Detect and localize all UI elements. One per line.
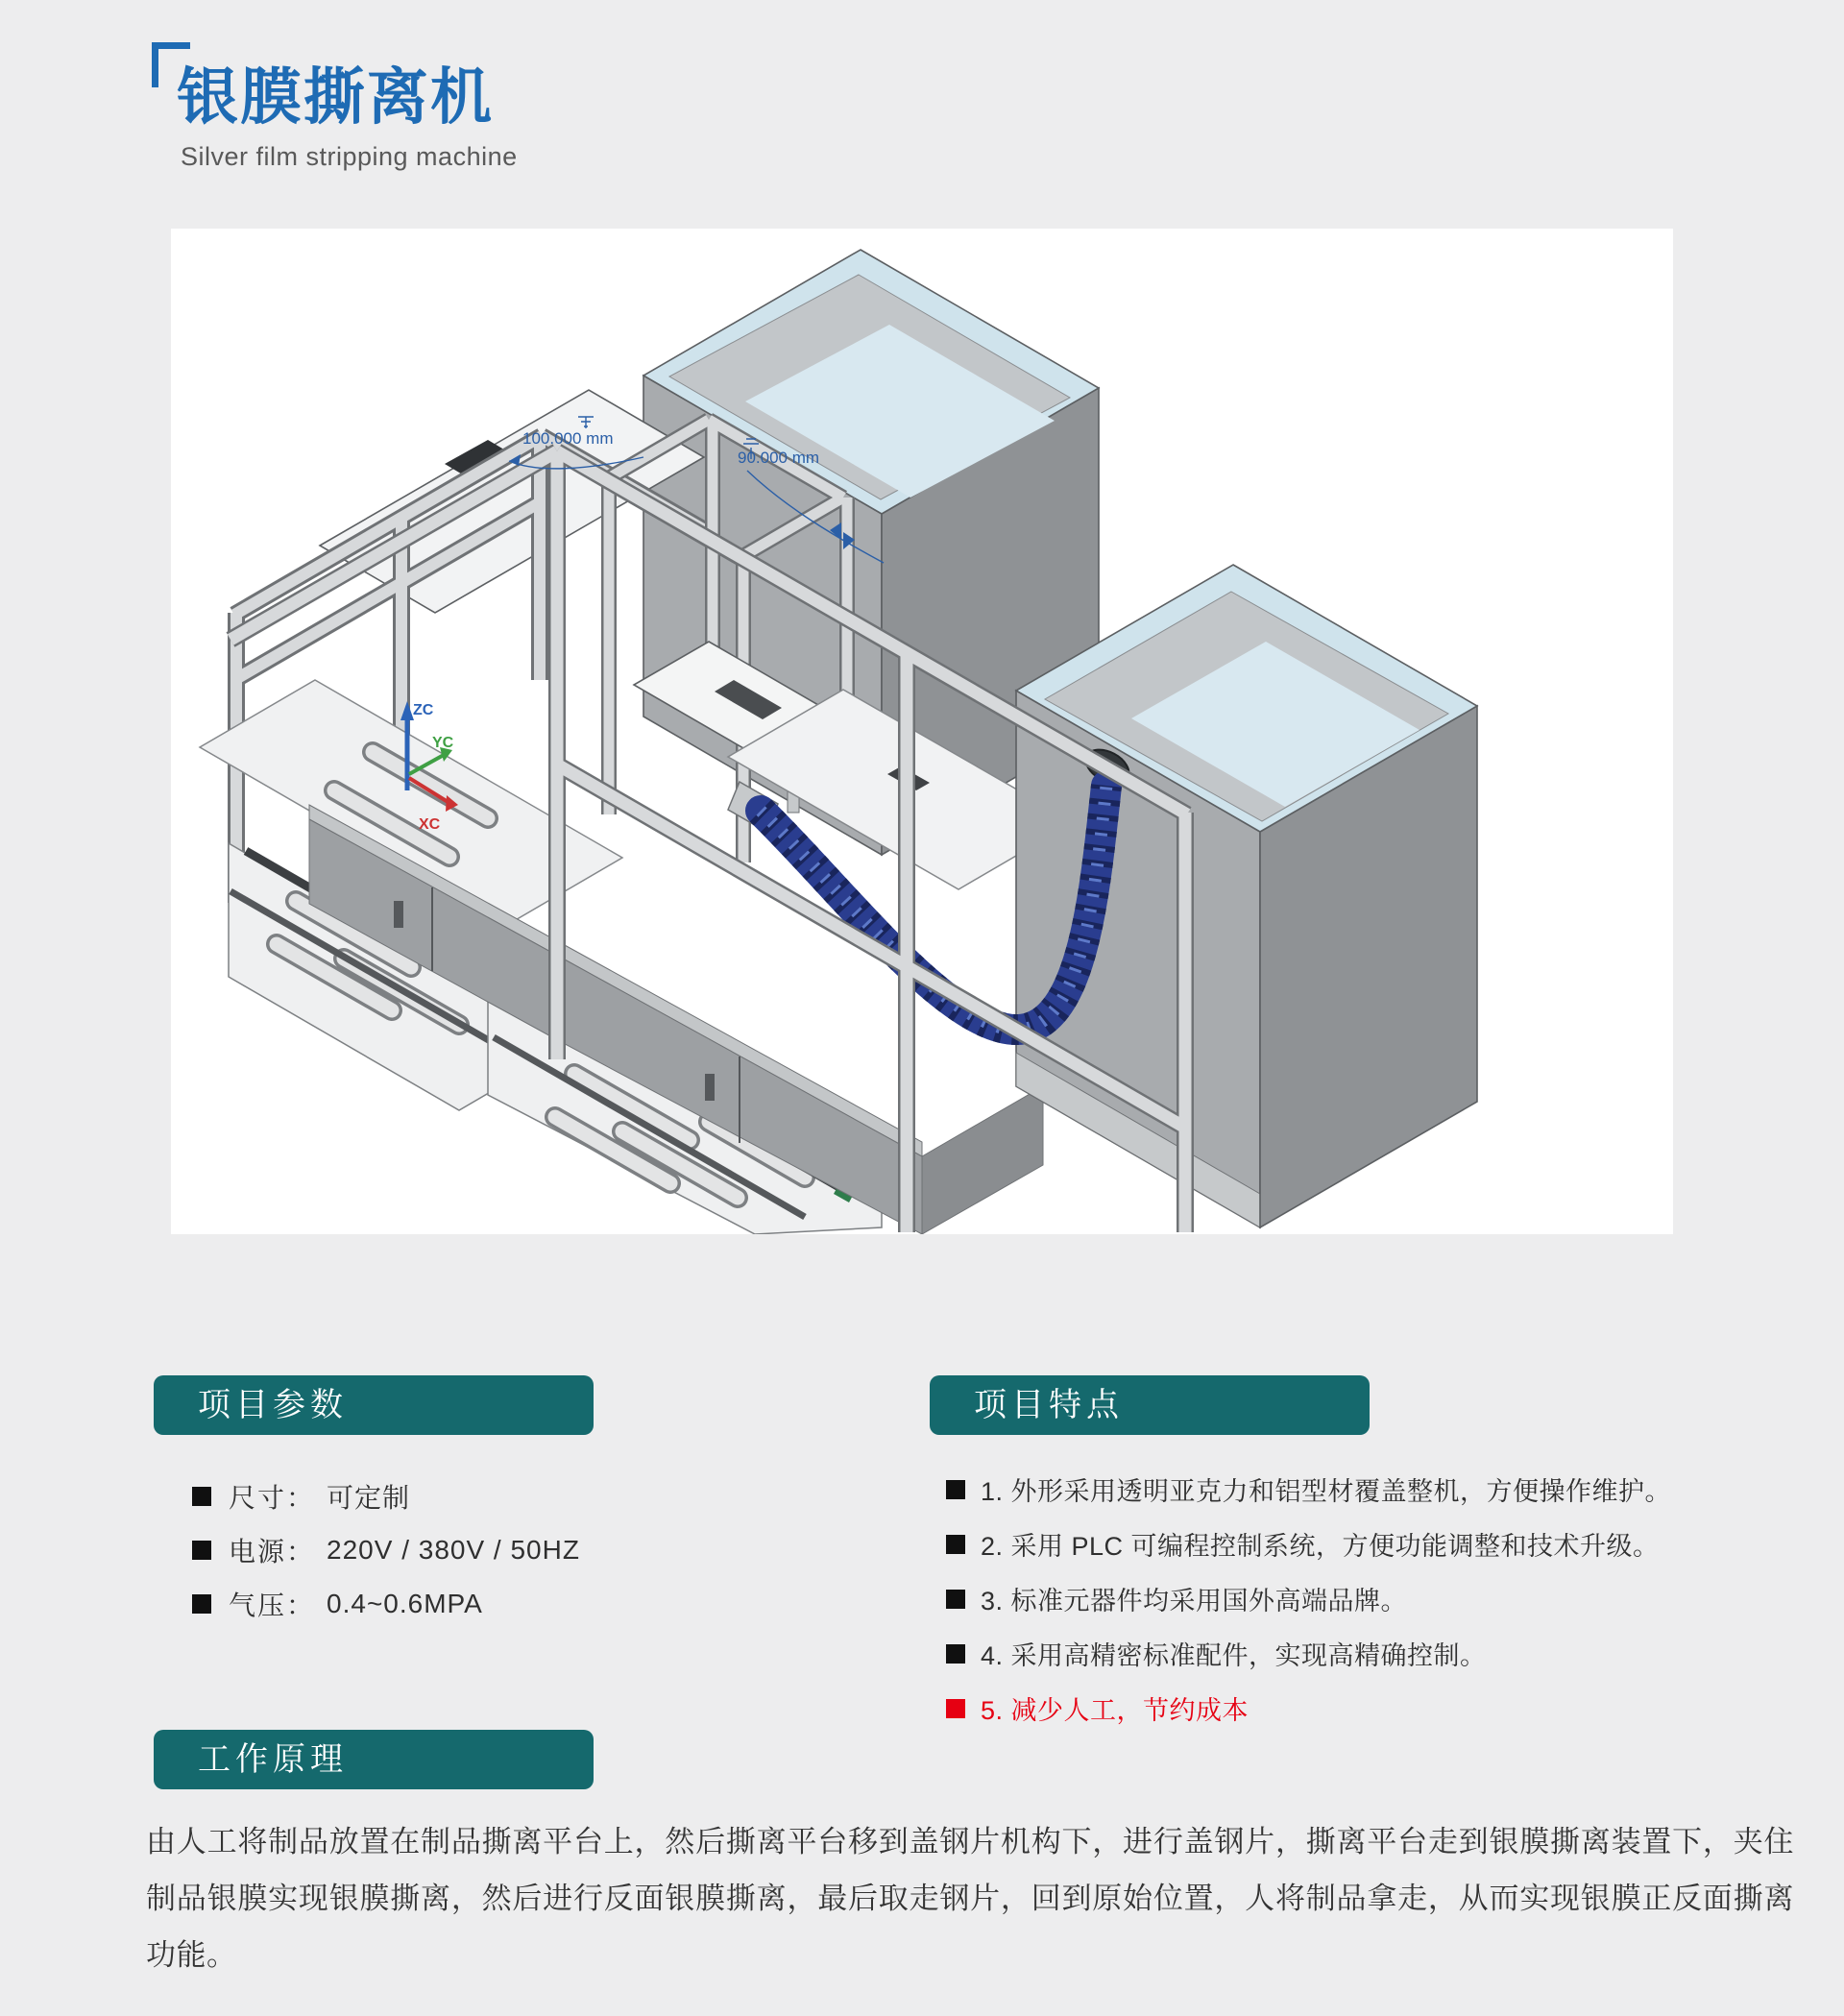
section-header-features: 项目特点 [930, 1375, 1370, 1435]
parameter-label: 电源： [229, 1537, 316, 1567]
square-bullet-icon [946, 1535, 965, 1554]
dimension-label-2: 90.000 mm [738, 449, 820, 467]
square-bullet-icon [192, 1594, 211, 1614]
parameter-label: 气压： [229, 1591, 316, 1620]
feature-row [946, 1471, 1830, 1507]
section-header-parameters: 项目参数 [154, 1375, 594, 1435]
parameter-list [192, 1477, 580, 1639]
square-bullet-icon [946, 1644, 965, 1664]
parameter-value: 220V / 380V / 50HZ [327, 1535, 580, 1565]
feature-text: 3. 标准元器件均采用国外高端品牌。 [981, 1587, 1408, 1615]
axis-z-label: ZC [413, 702, 434, 718]
feature-row-highlighted [946, 1690, 1830, 1726]
parameter-label: 尺寸： [229, 1483, 316, 1513]
parameter-row-size [192, 1477, 580, 1516]
feature-text: 5. 减少人工，节约成本 [981, 1696, 1250, 1725]
corner-bracket-icon [152, 42, 158, 87]
axis-x-label: XC [419, 816, 441, 833]
square-bullet-icon [946, 1480, 965, 1499]
machine-isometric-drawing [171, 229, 1673, 1234]
feature-text: 1. 外形采用透明亚克力和铝型材覆盖整机，方便操作维护。 [981, 1477, 1672, 1506]
page-title: 银膜撕离机 [177, 62, 494, 132]
axis-y-label: YC [432, 735, 454, 751]
section-header-principle: 工作原理 [154, 1730, 594, 1789]
square-bullet-icon [946, 1699, 965, 1718]
square-bullet-icon [192, 1541, 211, 1560]
page-subtitle: Silver film stripping machine [181, 142, 518, 171]
parameter-value: 可定制 [327, 1483, 411, 1513]
principle-paragraph: 由人工将制品放置在制品撕离平台上，然后撕离平台移到盖钢片机构下，进行盖钢片，撕离平台走到银膜撕离装置下，夹住制品银膜实现银膜撕离，然后进行反面银膜撕离，最后取走钢片，回到原始位置，人将制品拿走，从而实现银膜正反面撕离功能。 [146, 1825, 1794, 1972]
feature-list [946, 1471, 1830, 1745]
feature-row [946, 1581, 1830, 1616]
square-bullet-icon [192, 1487, 211, 1506]
dimension-label-1: 100.000 mm [522, 429, 614, 448]
parameter-value: 0.4~0.6MPA [327, 1589, 483, 1618]
parameter-row-power [192, 1531, 580, 1569]
feature-row [946, 1636, 1830, 1671]
feature-text: 4. 采用高精密标准配件，实现高精确控制。 [981, 1641, 1487, 1670]
feature-text: 2. 采用 PLC 可编程控制系统，方便功能调整和技术升级。 [981, 1532, 1660, 1561]
feature-row [946, 1526, 1830, 1562]
parameter-row-air-pressure [192, 1585, 580, 1623]
machine-drawing-panel [171, 229, 1673, 1234]
square-bullet-icon [946, 1590, 965, 1609]
